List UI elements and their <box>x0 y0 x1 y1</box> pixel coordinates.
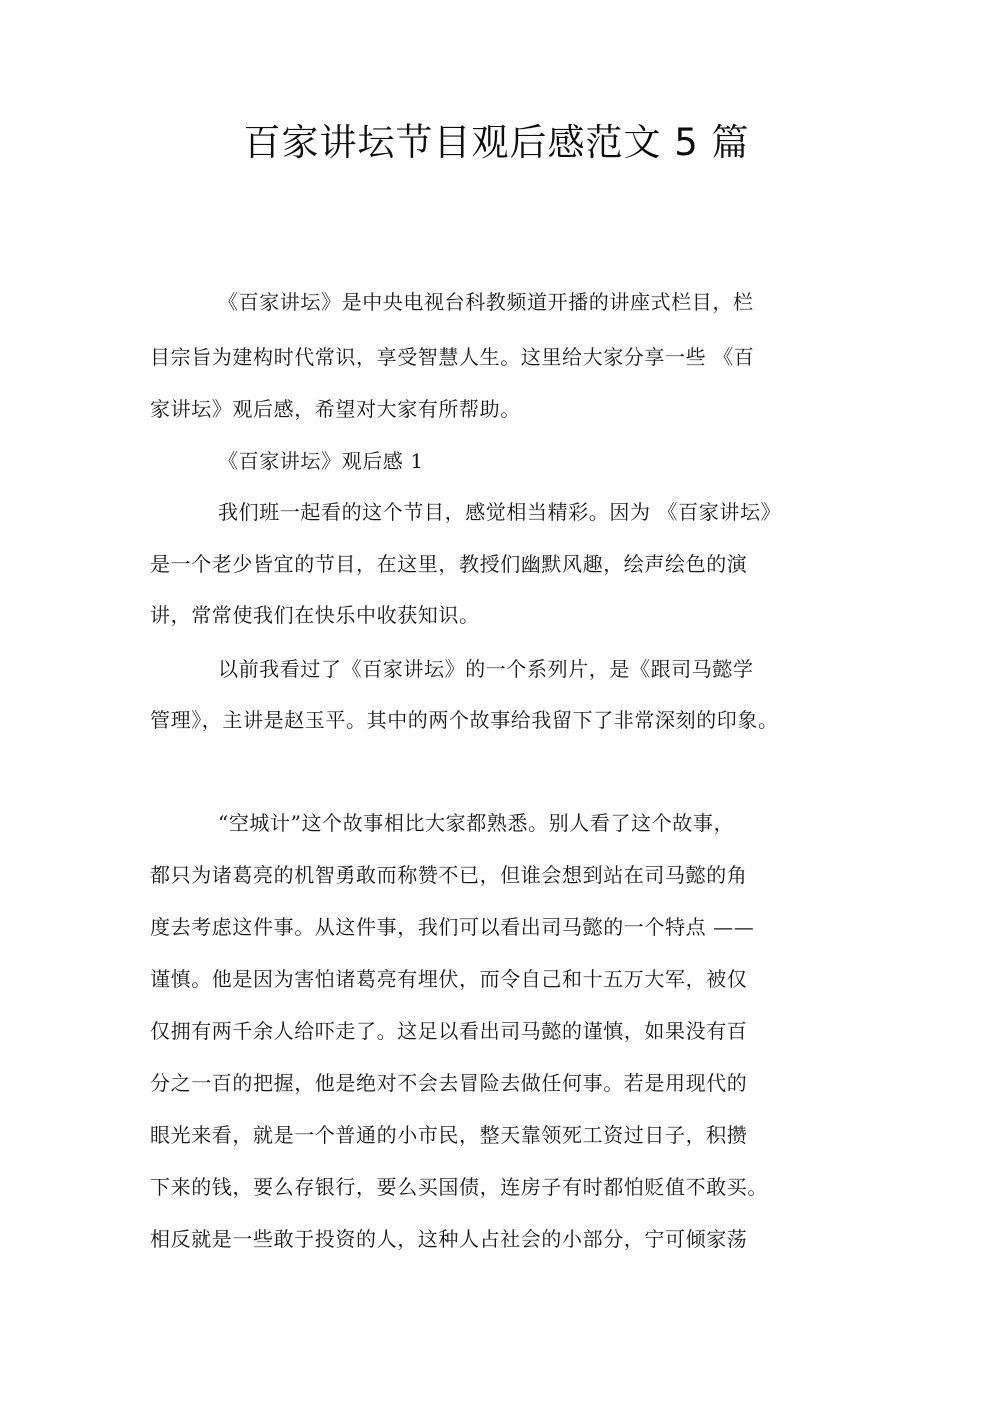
text-line: 下来的钱，要么存银行，要么买国债，连房子有时都怕贬值不敢买。 <box>150 1175 768 1199</box>
text-line: 都只为诸葛亮的机智勇敢而称赞不已，但谁会想到站在司马懿的角 <box>150 863 748 887</box>
text-line: 相反就是一些敢于投资的人，这种人占社会的小部分，宁可倾家荡 <box>150 1227 748 1251</box>
subheading-line: 《百家讲坛》观后感 1 <box>218 449 424 473</box>
text-line: 管理》，主讲是赵玉平。其中的两个故事给我留下了非常深刻的印象。 <box>150 708 779 732</box>
text-line: 度去考虑这件事。从这件事，我们可以看出司马懿的一个特点 —— <box>150 915 755 939</box>
text-line: 目宗旨为建构时代常识，享受智慧人生。这里给大家分享一些 《百 <box>150 345 755 369</box>
text-line: 我们班一起看的这个节目，感觉相当精彩。因为 《百家讲坛》 <box>218 500 782 524</box>
text-line: 眼光来看，就是一个普通的小市民，整天靠领死工资过日子，积攒 <box>150 1123 748 1147</box>
text-line: 仅拥有两千余人给吓走了。这足以看出司马懿的谨慎，如果没有百 <box>150 1019 748 1043</box>
text-line: 是一个老少皆宜的节目，在这里，教授们幽默风趣，绘声绘色的演 <box>150 552 748 576</box>
text-line: 讲，常常使我们在快乐中收获知识。 <box>150 603 480 627</box>
text-line: 以前我看过了《百家讲坛》的一个系列片，是《跟司马懿学 <box>218 657 754 681</box>
text-line: 谨慎。他是因为害怕诸葛亮有埋伏，而令自己和十五万大军，被仅 <box>150 967 748 991</box>
text-line: 《百家讲坛》是中央电视台科教频道开播的讲座式栏目，栏 <box>218 290 754 314</box>
text-line: “空城计”这个故事相比大家都熟悉。别人看了这个故事， <box>218 811 735 835</box>
text-line: 分之一百的把握，他是绝对不会去冒险去做任何事。若是用现代的 <box>150 1071 748 1095</box>
document-title: 百家讲坛节目观后感范文 5 篇 <box>243 121 750 164</box>
text-line: 家讲坛》观后感，希望对大家有所帮助。 <box>150 397 521 421</box>
